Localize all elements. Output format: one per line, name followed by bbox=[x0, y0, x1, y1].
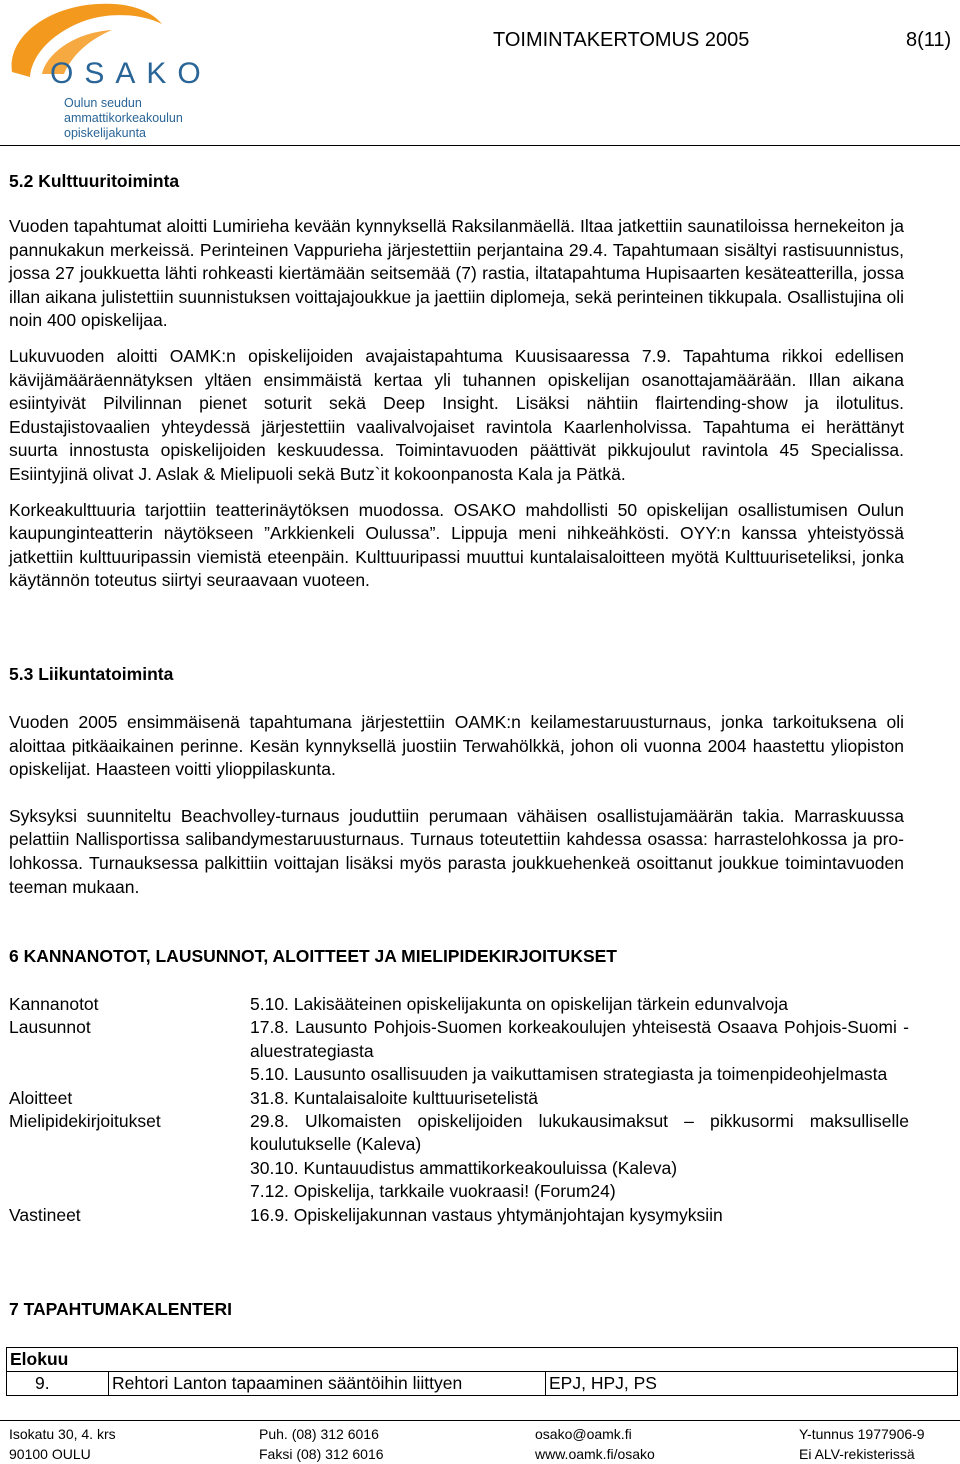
entry: 5.10. Lakisääteinen opiskelijakunta on opiskelijan tärkein edunvalvoja bbox=[250, 994, 788, 1014]
statements-list bbox=[9, 993, 909, 1227]
table-cell-day: 9. bbox=[7, 1372, 109, 1396]
table-cell-event: Rehtori Lanton tapaaminen sääntöihin liittyen bbox=[109, 1372, 546, 1396]
category-label: Vastineet bbox=[9, 1204, 81, 1225]
entry: 5.10. Lausunto osallisuuden ja vaikuttamisen strategiasta ja toimenpideohjelmasta bbox=[250, 1064, 888, 1085]
entry: 29.8. Ulkomaisten opiskelijoiden lukukausimaksut – pikkusormi maksulliselle koulutukselle (Kaleva) bbox=[250, 1111, 909, 1155]
table-row bbox=[7, 1348, 958, 1372]
list-item bbox=[9, 1087, 909, 1110]
entry: 7.12. Opiskelija, tarkkaile vuokraasi! (Forum24) bbox=[250, 1181, 616, 1202]
list-item bbox=[9, 1204, 909, 1227]
footer-divider bbox=[0, 1420, 960, 1421]
logo-wordmark: OSAKO bbox=[50, 57, 212, 90]
osako-logo bbox=[2, 2, 212, 140]
footer-address: Isokatu 30, 4. krs 90100 OULU bbox=[9, 1426, 116, 1462]
section-heading-5-3: 5.3 Liikuntatoiminta bbox=[9, 664, 174, 684]
event-calendar-table bbox=[6, 1347, 958, 1396]
category-label: Aloitteet bbox=[9, 1087, 73, 1108]
document-title: TOIMINTAKERTOMUS 2005 bbox=[493, 29, 750, 51]
section-heading-5-2: 5.2 Kulttuuritoiminta bbox=[9, 171, 180, 191]
list-item bbox=[9, 1016, 909, 1086]
entry: 17.8. Lausunto Pohjois-Suomen korkeakoulujen yhteisestä Osaava Pohjois-Suomi -aluestrategiasta bbox=[250, 1017, 909, 1061]
section-heading-7: 7 TAPAHTUMAKALENTERI bbox=[9, 1299, 232, 1319]
entry: 16.9. Opiskelijakunnan vastaus yhtymänjohtajan kysymyksiin bbox=[250, 1204, 723, 1225]
paragraph: Vuoden 2005 ensimmäisenä tapahtumana järjestettiin OAMK:n keilamestaruusturnaus, jonka tarkoituksena oli aloittaa pitkäaikainen perinne. Kesän kynnyksellä juostiin Terwahölkkä, johon oli vuonna 2004 haastettu yliopiston opiskelijat. Haasteen voitti ylioppilaskunta. bbox=[9, 712, 904, 780]
section-heading-6: 6 KANNANOTOT, LAUSUNNOT, ALOITTEET JA MIELIPIDEKIRJOITUKSET bbox=[9, 946, 617, 966]
entry: 31.8. Kuntalaisaloite kulttuurisetelistä bbox=[250, 1087, 538, 1108]
paragraph: Lukuvuoden aloitti OAMK:n opiskelijoiden avajaistapahtuma Kuusisaaressa 7.9. Tapahtuma rikkoi edellisen kävijämääräennätyksen yltäen ensimmäistä kertaa yli tuhannen opiskelijan osanottajamäärään. Illan aikana esiintyivät Pilvilinnan pienet soturit sekä Deep Insight. Lisäksi nähtiin flairtending-show ja ilotulitus. Edustajistovaalien yhteydessä järjestettiin vaalivalvojaiset ravintola Kaarlenholvissa. Tapahtuma ei herättänyt suurta innostusta opiskelijoiden keskuudessa. Toimintavuoden päättivät pikkujoulut ravintola 45 Specialissa. Esiintyjinä olivat J. Aslak & Mielipuoli sekä Butz`it kokoonpanosta Kala ja Pätkä. bbox=[9, 345, 904, 484]
paragraph: Korkeakulttuuria tarjottiin teatterinäytöksen muodossa. OSAKO mahdollisti 50 opiskelijan osallistumisen Oulun kaupunginteatterin näytökseen ”Arkkienkeli Oulussa”. Lippuja meni nihkeähkösti. OYY:n kanssa yhteistyössä jatkettiin kulttuuripassin viemistä eteenpäin. Kulttuuripassi muuttui kuntalaisaloitteen myötä Kulttuuriseteliksi, jonka käytännön toteutus siirtyi seuraavaan vuoteen. bbox=[9, 499, 904, 591]
header-divider bbox=[0, 145, 960, 146]
month-header: Elokuu bbox=[7, 1348, 958, 1372]
section-5-2-body bbox=[9, 215, 904, 593]
category-label: Lausunnot bbox=[9, 1017, 91, 1038]
section-5-3-body bbox=[9, 711, 904, 899]
table-cell-participants: EPJ, HPJ, PS bbox=[546, 1372, 958, 1396]
list-item bbox=[9, 993, 909, 1016]
entry: 30.10. Kuntauudistus ammattikorkeakouluissa (Kaleva) bbox=[250, 1157, 678, 1178]
list-item bbox=[9, 1110, 909, 1204]
category-label: Kannanotot bbox=[9, 994, 99, 1014]
table-row bbox=[7, 1372, 958, 1396]
footer-contact: osako@oamk.fi www.oamk.fi/osako bbox=[535, 1426, 655, 1462]
footer-phone: Puh. (08) 312 6016 Faksi (08) 312 6016 bbox=[259, 1426, 384, 1462]
logo-subtitle: Oulun seudun ammattikorkeakoulun opiskelijakunta bbox=[64, 96, 183, 140]
footer-business-id: Y-tunnus 1977906-9 Ei ALV-rekisterissä bbox=[799, 1426, 925, 1462]
category-label: Mielipidekirjoitukset bbox=[9, 1111, 161, 1132]
page-number: 8(11) bbox=[906, 29, 952, 51]
paragraph: Vuoden tapahtumat aloitti Lumirieha kevään kynnyksellä Raksilanmäellä. Iltaa jatkettiin saunatiloissa hernekeiton ja pannukakun merkeissä. Perinteinen Vappurieha järjestettiin perjantaina 29.4. Tapahtumaan sisältyi rastisuunnistus, jossa 27 joukkuetta lähti rohkeasti kiertämään seitsemää (7) rastia, iltatapahtuma Hupisaarten kesäteatterilla, jossa illan aikana julistettiin suunnistuksen voittajajoukkue ja jaettiin diplomeja, sekä perinteinen tikkupala. Osallistujina oli noin 400 opiskelijaa. bbox=[9, 216, 904, 331]
paragraph: Syksyksi suunniteltu Beachvolley-turnaus jouduttiin perumaan vähäisen osallistujamäärän takia. Marraskuussa pelattiin Nallisportissa salibandymestaruusturnaus. Turnaus toteutettiin kahdessa osassa: harrastelohkossa ja pro-lohkossa. Turnauksessa palkittiin voittajan lisäksi myös parasta joukkuehenkeä osoittanut joukkue toimintavuoden teeman mukaan. bbox=[9, 805, 904, 897]
